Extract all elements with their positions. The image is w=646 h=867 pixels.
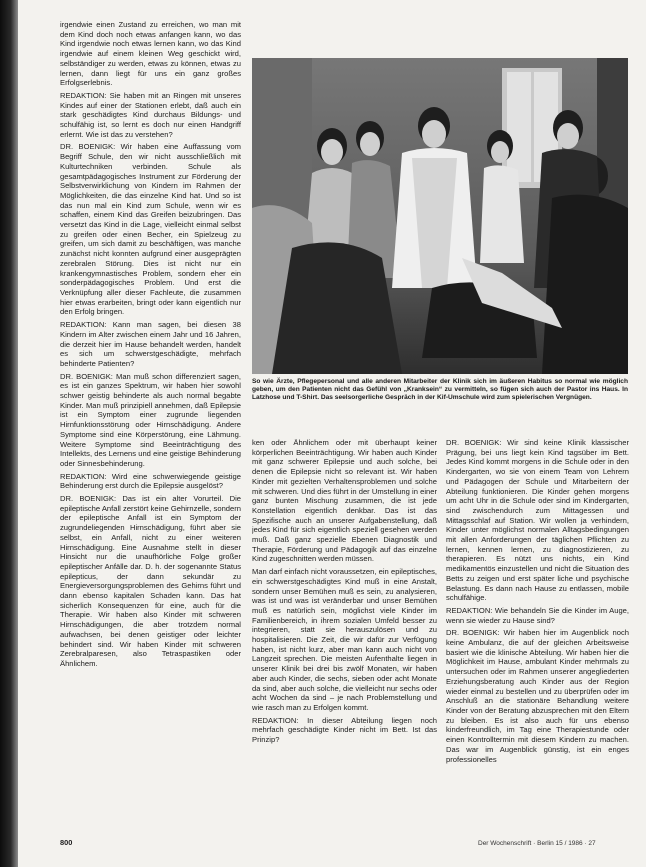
paragraph: irgendwie einen Zustand zu erreichen, wo man mit dem Kind doch noch etwas anfangen kann, wo das Kind irgendwie noch etwas lernen kann, wo das Kind irgendwie auf einem kleinen Weg geschickt wird, selbständiger zu werden, etwas zu können, etwas zu lernen, dann liegt für uns ein ganz großes Erfolgserlebnis.	[60, 20, 241, 88]
page-binding-shadow	[0, 0, 18, 867]
paragraph: REDAKTION: Kann man sagen, bei diesen 38 Kindern im Alter zwischen einem Jahr und 16 Jahren, die derzeit hier im Hause behandelt werden, handelt es sich um schwerstgeschädigte, mehrfach behinderte Patienten?	[60, 320, 241, 368]
text-column-right	[446, 438, 629, 838]
paragraph: DR. BOENIGK: Wir sind keine Klinik klassischer Prägung, bei uns liegt kein Kind tagsüber im Bett. Jedes Kind kommt morgens in die Schule oder in den Kindergarten, wo sie von einem Team von Lehrern und Pädagogen der Schule und Mitarbeitern der Abteilung funktionieren. Die Kinder gehen morgens um acht Uhr in die Schule oder sind im Kindergarten, sind zwischendurch zum Mittagessen und Mittagsschlaf auf Station. Wir wollen ja verhindern, Kinder unter möglichst normalen Alltagsbedingungen mit allen Anforderungen der täglichen Pflichten zu lernen, kennen lernen, zu diagnostizieren, zu therapieren. Es nützt uns nichts, ein Kind medikamentös einzustellen und nicht die Situation des Betts zu zeigen und erst später liche und psychische Belastung. Es dann nach Hause zu entlassen, mobile schulfähige.	[446, 438, 629, 603]
paragraph: REDAKTION: Wie behandeln Sie die Kinder im Auge, wenn sie wieder zu Hause sind?	[446, 605, 629, 625]
paragraph: Man darf einfach nicht voraussetzen, ein epileptisches, ein schwerstgeschädigtes Kind muß in eine Anstalt, sondern unser Bemühen muß es sein, zu analysieren, was ist und was ist veränderbar und unser Bemühen muß es natürlich sein, möglichst viele Kinder im Familienbereich, in ihrem sozialen Umfeld besser zu integrieren, statt sie herauszulösen und zu hospitalisieren. Die Zeit, die wir dafür zur Verfügung haben, ist nicht kurz, aber man kann auch nicht von Langzeit sprechen. Die meisten Aufenthalte liegen in unserer Klinik bei drei bis zwölf Monaten, wir haben aber auch Kinder, die sechs, sieben oder acht Monate da sind, aber auch solche, die vielleicht nur sechs oder acht Wochen da sind – je nach Problemstellung und wie rasch man zu Erfolgen kommt.	[252, 567, 437, 712]
paragraph: REDAKTION: Wird eine schwerwiegende geistige Behinderung erst durch die Epilepsie ausgelöst?	[60, 471, 241, 491]
paragraph: ken oder Ähnlichem oder mit überhaupt keiner körperlichen Beeinträchtigung. Wir haben auch Kinder mit ganz schwerer Epilepsie und auch solche, bei denen die Epilepsie nicht so relevant ist. Wir haben Kinder mit gezielten Verhaltensproblemen und solche mit schweren. Und dies führt in der Umstellung in einer ganz bunten Mischung zusammen, die ist jede Konstellation eigentlich denkbar. Das ist das Spezifische auch an unserer Aufgabenstellung, daß jedes Kind für sich eigentlich speziell gesehen werden muß. Daß ganz spezielle Ebenen Diagnostik und Therapie, Förderung und Pädagogik auf das einzelne Kind zugeschnitten werden müssen.	[252, 438, 437, 564]
page-footer: Der Wochenschrift · Berlin 15 / 1986 · 27	[478, 840, 596, 847]
photo-illustration	[252, 58, 628, 374]
paragraph: DR. BOENIGK: Man muß schon differenziert sagen, es ist ein ganzes Spektrum, wir haben hier sowohl schwer geistig behinderte als auch normal begabte Kinder. Man muß prinzipiell annehmen, daß Epilepsie ist ein Symptom einer zugrunde liegenden Hirnfunktionsstörung oder Hirnschädigung. Andere Symptome sind eine Körperstörung, eine Lähmung. Weitere Symptome sind Beeinträchtigung des Intellekts, des Lernens und eine geistige Behinderung oder Sinnesbehinderung.	[60, 371, 241, 468]
group-photo	[252, 58, 628, 374]
paragraph: REDAKTION: In dieser Abteilung liegen noch mehrfach geschädigte Kinder nicht im Bett. Ist das Prinzip?	[252, 715, 437, 745]
paragraph: DR. BOENIGK: Wir haben hier im Augenblick noch keine Ambulanz, die auf der gleichen Arbeitsweise basiert wie die klinische Abteilung. Wir haben hier die Möglichkeit im Hause, ambulant Kinder mehrmals zu untersuchen oder im Rahmen unserer angegliederten Erziehungsberatung auch Kinder aus der Region wieder einmal zu bestellen und zu überprüfen oder im Anschluß an die stationäre Behandlung weitere Kinder von der Beratung abzusprechen mit den Eltern zu bleiben. Es ist also auch für uns ebenso kinderfreundlich, im Tag eine Therapiestunde oder einen Kontrolltermin mit diesem Kindern zu machen. Das war im Augenblick günstig, ist ein enges professionelles	[446, 628, 629, 764]
paragraph: DR. BOENIGK: Wir haben eine Auffassung vom Begriff Schule, den wir nicht ausschließlich mit Kulturtechniken verbinden. Schule als gesamtpädagogisches Instrument zur Förderung der Selbstverwirklichung von Kindern im Rahmen der Möglichkeiten, die das einzelne Kind hat. Und so ist das nun mal ein Kind zum Schule, wenn wir es schaffen, einem Kind das Greifen beizubringen. Das versetzt das Kind in die Lage, vielleicht einmal selbst zu greifen oder einen Becher, ein Spielzeug zu greifen, um sich damit zu beschäftigen, was manche zunächst nicht konnten aufgrund einer ausgeprägten zerebralen Störung. Dies ist nicht nur ein krankengymnastisches Problem, sondern eher ein sonderpädagogisches Problem. Und erst die Verknüpfung aller dieser Fachleute, die zusammen hier etwas erarbeiten, bringt oder kann eigentlich nur den Erfolg bringen.	[60, 142, 241, 317]
text-column-middle	[252, 438, 437, 838]
paragraph: REDAKTION: Sie haben mit an Ringen mit unseres Kindes auf einer der Stationen erlebt, daß auch ein stark geschädigtes Kind durchaus Bildungs- und schulfähig ist, so lernt es doch nur einen Handgriff erlernt. Wie ist das zu verstehen?	[60, 90, 241, 139]
page-number: 800	[60, 838, 73, 847]
text-column-left	[60, 20, 241, 835]
photo-caption: So wie Ärzte, Pflegepersonal und alle anderen Mitarbeiter der Klinik sich im äußeren Habitus so normal wie möglich geben, um den Patienten nicht das Gefühl von „Kranksein“ zu vermitteln, so fügen sich auch der Pastor ins Haus. In Latzhose und T-Shirt. Das seelsorgerliche Gespräch in der Kif-Umschule wird zum spielerischen Vergnügen.	[252, 378, 628, 402]
paragraph: DR. BOENIGK: Das ist ein alter Vorurteil. Die epileptische Anfall zerstört keine Gehirnzelle, sondern der epileptische Anfall ist ein Symptom der zugrundeliegenden Hirnschädigung, führt aber sie selbst, ein Anfall, nicht zu einer weiteren Hirnschädigung. Eine Ausnahme stellt in dieser Hinsicht nur die unaufhörliche Folge großer epileptischer Anfälle dar. D. h. der sogenannte Status epilepticus, der dann sekundär zu Energieversorgungsproblemen des Gehirns führt und dann ebenso kapitalen Schaden kann. Das hat sicherlich Konsequenzen für eine, auch für die Therapie. Wir haben also Kinder mit schweren Hirnschädigungen, die aber trotzdem normal aufwachsen, bei denen geistiger oder leichter behindert sind. Wir haben Kinder mit schweren Zerebralparesen, also Tetraspastiken oder Ähnlichem.	[60, 494, 241, 668]
